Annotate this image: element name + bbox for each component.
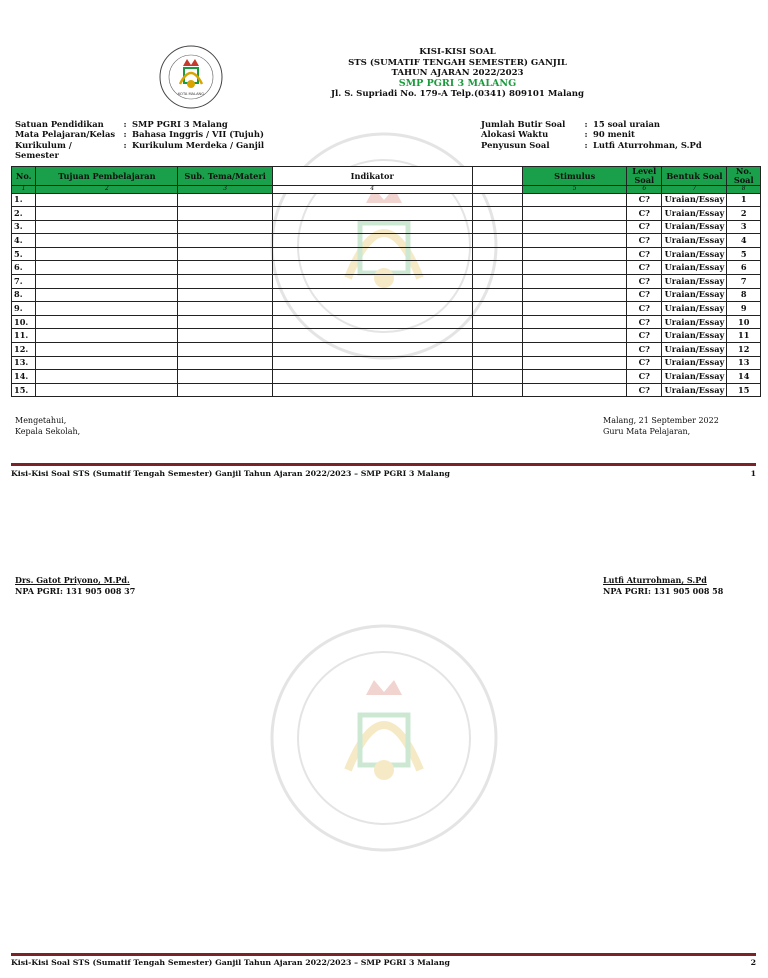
title-line-3: TAHUN AJARAN 2022/2023 [391, 68, 524, 78]
cell-indikator [272, 220, 472, 234]
cell-indikator [272, 302, 472, 316]
cell-indikator [272, 275, 472, 289]
table-row [12, 329, 761, 343]
table-row [12, 302, 761, 316]
cell-stimulus [523, 329, 627, 343]
cell-bentuk: Uraian/Essay [662, 207, 727, 221]
cell-level: C? [626, 288, 662, 302]
cell-level: C? [626, 343, 662, 357]
cell-level: C? [626, 207, 662, 221]
cell-level: C? [626, 356, 662, 370]
col-number: 3 [178, 186, 272, 194]
page-number: 2 [750, 958, 756, 967]
cell-nosoal: 7 [727, 275, 761, 289]
cell-indikator [272, 329, 472, 343]
info-key: Alokasi Waktu [481, 129, 549, 140]
cell-stimulus [523, 370, 627, 384]
cell-subtema [178, 356, 272, 370]
col-number: 7 [662, 186, 727, 194]
cell-subtema [178, 302, 272, 316]
col-number: 4 [272, 186, 472, 194]
cell-tujuan [36, 220, 178, 234]
cell-blank [472, 275, 523, 289]
cell-subtema [178, 370, 272, 384]
row-no: 6. [12, 261, 36, 275]
cell-tujuan [36, 370, 178, 384]
signature-right [603, 575, 723, 597]
cell-indikator [272, 261, 472, 275]
row-no: 15. [12, 383, 36, 397]
table-row [12, 193, 761, 207]
info-colon: : [123, 129, 127, 140]
info-value: Lutfi Aturrohman, S.Pd [593, 139, 702, 150]
info-colon: : [123, 119, 127, 129]
cell-indikator [272, 356, 472, 370]
cell-bentuk: Uraian/Essay [662, 343, 727, 357]
cell-level: C? [626, 234, 662, 248]
cell-tujuan [36, 315, 178, 329]
col-header-no: No. [12, 167, 36, 186]
cell-blank [472, 315, 523, 329]
cell-level: C? [626, 220, 662, 234]
cell-tujuan [36, 383, 178, 397]
cell-subtema [178, 220, 272, 234]
col-number-blank [472, 186, 523, 194]
table-row [12, 383, 761, 397]
cell-stimulus [523, 288, 627, 302]
row-no: 12. [12, 343, 36, 357]
cell-level: C? [626, 315, 662, 329]
table-row [12, 207, 761, 221]
signoff-date: Malang, 21 September 2022 [603, 416, 719, 425]
cell-nosoal: 4 [727, 234, 761, 248]
col-number: 2 [36, 186, 178, 194]
signature-left [15, 575, 135, 597]
cell-level: C? [626, 383, 662, 397]
table-row [12, 288, 761, 302]
title-line-2: STS (SUMATIF TENGAH SEMESTER) GANJIL [348, 57, 567, 68]
cell-nosoal: 6 [727, 261, 761, 275]
cell-indikator [272, 383, 472, 397]
cell-nosoal: 1 [727, 193, 761, 207]
cell-subtema [178, 383, 272, 397]
col-header-tujuan: Tujuan Pembelajaran [36, 167, 178, 186]
cell-blank [472, 288, 523, 302]
cell-tujuan [36, 207, 178, 221]
info-colon: : [584, 119, 588, 129]
watermark-seal-2 [268, 620, 500, 860]
cell-stimulus [523, 220, 627, 234]
row-no: 2. [12, 207, 36, 221]
info-left [15, 119, 264, 160]
cell-tujuan [36, 288, 178, 302]
cell-bentuk: Uraian/Essay [662, 275, 727, 289]
info-key: Mata Pelajaran/Kelas [15, 129, 116, 140]
cell-stimulus [523, 343, 627, 357]
table-row [12, 234, 761, 248]
info-value: 90 menit [593, 129, 635, 140]
cell-indikator [272, 315, 472, 329]
row-no: 11. [12, 329, 36, 343]
signoff-left [15, 415, 80, 437]
table-row [12, 220, 761, 234]
cell-bentuk: Uraian/Essay [662, 315, 727, 329]
table-body [12, 193, 761, 397]
principal-npa: NPA PGRI: 131 905 008 37 [15, 586, 136, 596]
col-header-subtema: Sub. Tema/Materi [178, 167, 272, 186]
signoff-acknowledged: Mengetahui, [15, 416, 67, 425]
cell-blank [472, 370, 523, 384]
info-colon: : [584, 129, 588, 140]
col-number: 1 [12, 186, 36, 194]
row-no: 14. [12, 370, 36, 384]
cell-bentuk: Uraian/Essay [662, 234, 727, 248]
info-row [15, 140, 264, 161]
cell-bentuk: Uraian/Essay [662, 302, 727, 316]
info-key: Jumlah Butir Soal [481, 119, 566, 129]
cell-subtema [178, 247, 272, 261]
cell-bentuk: Uraian/Essay [662, 383, 727, 397]
cell-blank [472, 383, 523, 397]
col-header-stimulus: Stimulus [523, 167, 627, 186]
table-row [12, 261, 761, 275]
cell-subtema [178, 275, 272, 289]
info-colon: : [584, 139, 588, 150]
cell-stimulus [523, 356, 627, 370]
cell-tujuan [36, 343, 178, 357]
row-no: 13. [12, 356, 36, 370]
table-row [12, 343, 761, 357]
cell-nosoal: 12 [727, 343, 761, 357]
info-row [15, 129, 264, 139]
table-row [12, 370, 761, 384]
column-number-row [12, 186, 761, 194]
svg-text:KOTA MALANG: KOTA MALANG [177, 92, 205, 96]
cell-nosoal: 5 [727, 247, 761, 261]
info-row [481, 129, 702, 139]
cell-stimulus [523, 302, 627, 316]
cell-bentuk: Uraian/Essay [662, 329, 727, 343]
cell-indikator [272, 247, 472, 261]
row-no: 9. [12, 302, 36, 316]
info-row [481, 119, 702, 129]
cell-blank [472, 261, 523, 275]
col-header-bentuk: Bentuk Soal [662, 167, 727, 186]
cell-subtema [178, 193, 272, 207]
cell-subtema [178, 288, 272, 302]
cell-nosoal: 3 [727, 220, 761, 234]
row-no: 5. [12, 247, 36, 261]
cell-stimulus [523, 315, 627, 329]
footer-text: Kisi-Kisi Soal STS (Sumatif Tengah Semester) Ganjil Tahun Ajaran 2022/2023 – SMP PGRI 3 Malang [11, 469, 450, 478]
table-row [12, 356, 761, 370]
cell-stimulus [523, 247, 627, 261]
row-no: 1. [12, 193, 36, 207]
row-no: 4. [12, 234, 36, 248]
col-header-nosoal: No. Soal [727, 167, 761, 186]
cell-tujuan [36, 261, 178, 275]
cell-subtema [178, 315, 272, 329]
cell-nosoal: 13 [727, 356, 761, 370]
cell-bentuk: Uraian/Essay [662, 193, 727, 207]
cell-bentuk: Uraian/Essay [662, 247, 727, 261]
cell-nosoal: 14 [727, 370, 761, 384]
info-colon: : [123, 139, 127, 150]
cell-level: C? [626, 275, 662, 289]
info-row [481, 140, 702, 150]
cell-tujuan [36, 329, 178, 343]
footer-text: Kisi-Kisi Soal STS (Sumatif Tengah Semester) Ganjil Tahun Ajaran 2022/2023 – SMP PGRI 3 Malang [11, 958, 450, 967]
cell-stimulus [523, 383, 627, 397]
footer [11, 958, 756, 967]
cell-indikator [272, 370, 472, 384]
cell-indikator [272, 193, 472, 207]
principal-name: Drs. Gatot Priyono, M.Pd. [15, 575, 130, 585]
info-value: Kurikulum Merdeka / Ganjil [132, 139, 265, 150]
footer [11, 469, 756, 478]
cell-subtema [178, 234, 272, 248]
table-row [12, 247, 761, 261]
table-row [12, 275, 761, 289]
col-number: 6 [626, 186, 662, 194]
cell-blank [472, 329, 523, 343]
info-value: 15 soal uraian [593, 119, 661, 129]
teacher-npa: NPA PGRI: 131 905 008 58 [603, 586, 724, 596]
table-header-row [12, 167, 761, 186]
cell-tujuan [36, 234, 178, 248]
cell-blank [472, 343, 523, 357]
footer-divider [11, 463, 756, 466]
info-value: SMP PGRI 3 Malang [132, 119, 228, 129]
cell-subtema [178, 343, 272, 357]
cell-indikator [272, 288, 472, 302]
cell-tujuan [36, 302, 178, 316]
cell-level: C? [626, 329, 662, 343]
cell-blank [472, 207, 523, 221]
info-value: Bahasa Inggris / VII (Tujuh) [132, 129, 264, 140]
teacher-name: Lutfi Aturrohman, S.Pd [603, 575, 707, 585]
row-no: 8. [12, 288, 36, 302]
row-no: 3. [12, 220, 36, 234]
cell-tujuan [36, 356, 178, 370]
cell-bentuk: Uraian/Essay [662, 261, 727, 275]
signoff-teacher-title: Guru Mata Pelajaran, [603, 427, 691, 436]
cell-bentuk: Uraian/Essay [662, 370, 727, 384]
cell-tujuan [36, 193, 178, 207]
school-name: SMP PGRI 3 MALANG [398, 77, 517, 89]
info-row [15, 119, 264, 129]
cell-stimulus [523, 193, 627, 207]
cell-subtema [178, 329, 272, 343]
cell-bentuk: Uraian/Essay [662, 220, 727, 234]
cell-level: C? [626, 261, 662, 275]
cell-level: C? [626, 247, 662, 261]
document-title [250, 47, 665, 100]
col-number: 5 [523, 186, 627, 194]
cell-nosoal: 2 [727, 207, 761, 221]
col-header-level: Level Soal [626, 167, 662, 186]
cell-stimulus [523, 207, 627, 221]
school-address: Jl. S. Supriadi No. 179-A Telp.(0341) 809101 Malang [330, 89, 585, 99]
cell-blank [472, 247, 523, 261]
col-header-indikator: Indikator [272, 167, 472, 186]
cell-level: C? [626, 370, 662, 384]
row-no: 10. [12, 315, 36, 329]
info-key: Satuan Pendidikan [15, 119, 104, 129]
cell-nosoal: 10 [727, 315, 761, 329]
info-right [481, 119, 702, 150]
cell-indikator [272, 234, 472, 248]
cell-bentuk: Uraian/Essay [662, 288, 727, 302]
row-no: 7. [12, 275, 36, 289]
cell-indikator [272, 207, 472, 221]
cell-level: C? [626, 302, 662, 316]
info-key: Kurikulum / Semester [15, 139, 72, 160]
cell-stimulus [523, 275, 627, 289]
kisi-table [11, 166, 761, 397]
footer-divider [11, 953, 756, 956]
info-key: Penyusun Soal [481, 139, 550, 150]
page-number: 1 [750, 469, 756, 478]
cell-tujuan [36, 275, 178, 289]
cell-nosoal: 9 [727, 302, 761, 316]
cell-level: C? [626, 193, 662, 207]
col-number: 8 [727, 186, 761, 194]
cell-bentuk: Uraian/Essay [662, 356, 727, 370]
cell-blank [472, 193, 523, 207]
cell-subtema [178, 261, 272, 275]
cell-indikator [272, 343, 472, 357]
cell-stimulus [523, 261, 627, 275]
cell-tujuan [36, 247, 178, 261]
signoff-right [603, 415, 719, 437]
table-row [12, 315, 761, 329]
col-header-blank [472, 167, 523, 186]
signoff-principal-title: Kepala Sekolah, [15, 427, 81, 436]
cell-nosoal: 8 [727, 288, 761, 302]
cell-stimulus [523, 234, 627, 248]
cell-blank [472, 220, 523, 234]
title-line-1: KISI-KISI SOAL [419, 47, 496, 57]
cell-nosoal: 11 [727, 329, 761, 343]
cell-blank [472, 234, 523, 248]
school-logo [158, 44, 224, 110]
cell-nosoal: 15 [727, 383, 761, 397]
cell-subtema [178, 207, 272, 221]
cell-blank [472, 302, 523, 316]
cell-blank [472, 356, 523, 370]
